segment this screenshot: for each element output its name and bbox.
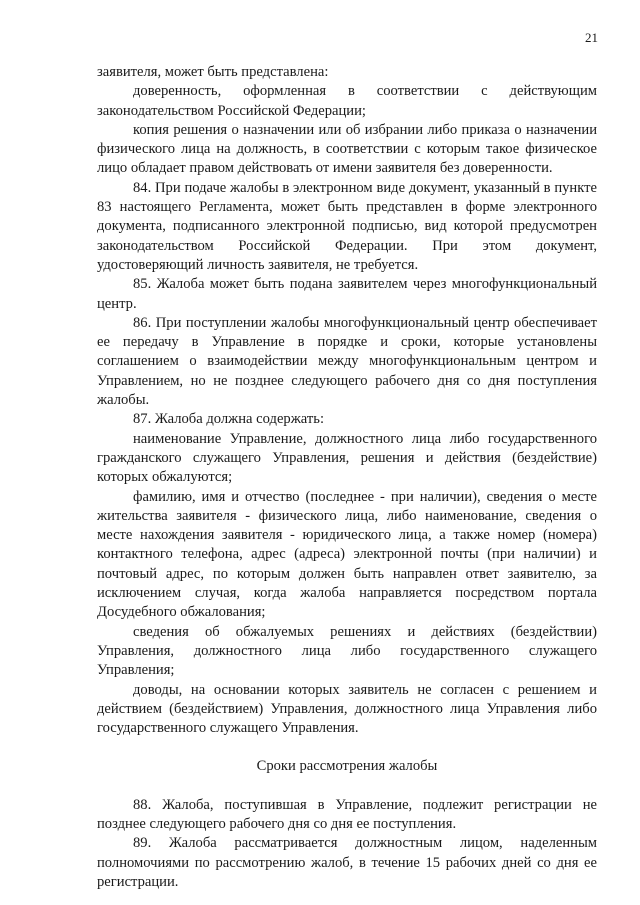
paragraph: 84. При подаче жалобы в электронном виде документ, указанный в пункте 83 настоящего Регламента, может быть представлен в форме электронного документа, подписанного электронной подписью, вид которой предусмотрен законодательством Российской Федерации. При этом документ, удостоверяющий личность заявителя, не требуется. <box>97 179 597 273</box>
document-body <box>97 63 597 892</box>
paragraph: 88. Жалоба, поступившая в Управление, подлежит регистрации не позднее следующего рабочего дня со дня ее поступления. <box>97 796 597 832</box>
paragraph: копия решения о назначении или об избрании либо приказа о назначении физического лица на должность, в соответствии с которым такое физическое лицо обладает правом действовать от имени заявителя без доверенности. <box>97 121 597 177</box>
paragraphs-top <box>97 63 597 738</box>
paragraph: заявителя, может быть представлена: <box>97 64 329 80</box>
section-heading: Сроки рассмотрения жалобы <box>256 758 438 775</box>
paragraph: фамилию, имя и отчество (последнее - при наличии), сведения о месте жительства заявителя - физического лица, либо наименование, сведения о месте нахождения заявителя - юридического лица, а также номер (номера) контактного телефона, адрес (адреса) электронной почты (при наличии) и почтовый адрес, по которым должен быть направлен ответ заявителю, за исключением случая, когда жалоба направляется посредством портала Досудебного обжалования; <box>97 488 597 621</box>
paragraph: 86. При поступлении жалобы многофункциональный центр обеспечивает ее передачу в Управление в порядке и сроки, которые установлены соглашением о взаимодействии между многофункциональным центром и Управлением, но не позднее следующего рабочего дня со дня поступления жалобы. <box>97 314 597 409</box>
paragraph: сведения об обжалуемых решениях и действиях (бездействии) Управления, должностного лица либо государственного служащего Управления; <box>97 623 597 679</box>
paragraph: 85. Жалоба может быть подана заявителем через многофункциональный центр. <box>97 276 597 312</box>
paragraphs-bottom <box>97 796 597 892</box>
paragraph: доверенность, оформленная в соответствии с действующим законодательством Российской Федерации; <box>97 83 597 119</box>
paragraph: 89. Жалоба рассматривается должностным лицом, наделенным полномочиями по рассмотрению жалоб, в течение 15 рабочих дней со дня ее регистрации. <box>97 835 597 890</box>
page-number: 21 <box>585 30 598 45</box>
paragraph: 87. Жалоба должна содержать: <box>133 411 324 428</box>
paragraph: доводы, на основании которых заявитель не согласен с решением и действием (бездействием) Управления, должностного лица Управления либо государственного служащего Управления. <box>97 681 597 737</box>
paragraph: наименование Управление, должностного лица либо государственного гражданского служащего Управления, решения и действия (бездействие) которых обжалуются; <box>97 430 597 486</box>
